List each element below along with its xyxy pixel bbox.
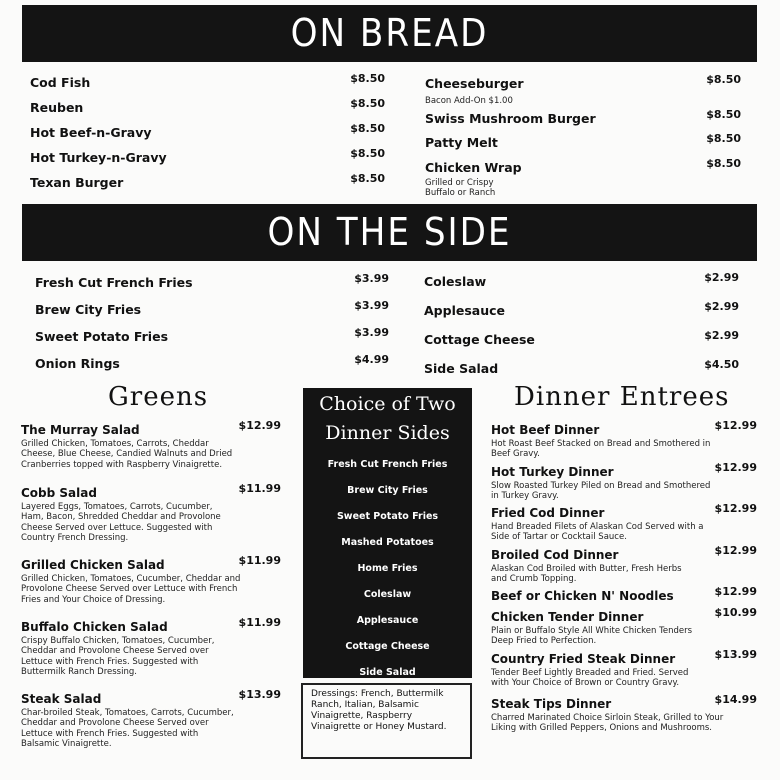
on-bread-left-list (30, 72, 385, 197)
dinner-sides-heading-line2: Dinner Sides (325, 422, 450, 444)
list-item: Side Salad (359, 667, 416, 678)
list-item: Mashed Potatoes (341, 537, 434, 548)
item-note: Bacon Add-On $1.00 (425, 96, 513, 106)
list-item: Brew City Fries (347, 485, 428, 496)
item-description: Grilled Chicken, Tomatoes, Cucumber, Cheddar and Provolone Cheese Served over Lettuce with French Fries and Your Choice of Dressing. (21, 574, 241, 605)
item-name: Brew City Fries (35, 302, 142, 317)
item-price: $12.99 (714, 461, 757, 474)
item-name: Onion Rings (35, 356, 120, 371)
item-name: Grilled Chicken Salad (21, 558, 165, 572)
list-item (491, 585, 757, 606)
item-price: $12.99 (238, 419, 281, 432)
item-price: $4.99 (354, 353, 389, 366)
item-price: $8.50 (706, 157, 741, 170)
dinner-sides-heading-line1: Choice of Two (319, 393, 456, 415)
list-item (425, 132, 741, 157)
list-item (21, 554, 281, 616)
item-name: Swiss Mushroom Burger (425, 111, 596, 126)
item-description: Hand Breaded Filets of Alaskan Cod Served with a Side of Tartar or Cocktail Sauce. (491, 522, 704, 543)
list-item (21, 616, 281, 688)
list-item (491, 419, 757, 461)
list-item (491, 544, 757, 585)
item-name: Hot Turkey Dinner (491, 465, 614, 479)
dinner-sides-heading (303, 390, 472, 448)
dinner-entrees-heading: Dinner Entrees (514, 382, 730, 412)
item-price: $2.99 (704, 300, 739, 313)
item-description: Alaskan Cod Broiled with Butter, Fresh Herbs and Crumb Topping. (491, 564, 682, 585)
on-the-side-right-list (424, 271, 739, 387)
list-item: Applesauce (356, 615, 419, 626)
item-price: $11.99 (238, 616, 281, 629)
item-price: $8.50 (350, 122, 385, 135)
list-item (35, 353, 389, 380)
item-name: Cheeseburger (425, 76, 524, 91)
list-item (491, 502, 757, 544)
item-name: Cobb Salad (21, 486, 97, 500)
item-description: Hot Roast Beef Stacked on Bread and Smothered in Beef Gravy. (491, 439, 711, 460)
list-item (491, 606, 757, 648)
list-item (30, 122, 385, 147)
list-item: Cottage Cheese (345, 641, 430, 652)
greens-list (21, 419, 281, 750)
item-description: Crispy Buffalo Chicken, Tomatoes, Cucumber, Cheddar and Provolone Cheese Served over Lettuce with French Fries. Suggested with Buttermilk Ranch Dressing. (21, 636, 215, 678)
item-price: $8.50 (350, 172, 385, 185)
item-name: Patty Melt (425, 135, 498, 150)
item-description: Char-broiled Steak, Tomatoes, Carrots, Cucumber, Cheddar and Provolone Cheese Served over Lettuce with French Fries. Suggested with Balsamic Vinaigrette. (21, 708, 234, 750)
on-bread-right-list (425, 73, 741, 198)
item-name: Broiled Cod Dinner (491, 548, 619, 562)
list-item (491, 648, 757, 693)
item-name: Fried Cod Dinner (491, 506, 605, 520)
item-price: $12.99 (714, 502, 757, 515)
item-name: Chicken Tender Dinner (491, 610, 644, 624)
list-item (21, 688, 281, 750)
item-price: $8.50 (706, 108, 741, 121)
item-price: $4.50 (704, 358, 739, 371)
list-item (30, 97, 385, 122)
on-the-side-left-list (35, 272, 389, 380)
item-price: $13.99 (714, 648, 757, 661)
dinner-sides-list (303, 452, 472, 686)
dinner-sides-box (303, 388, 472, 678)
on-bread-banner: ON BREAD (22, 5, 757, 62)
dinner-entrees-list (491, 419, 757, 734)
item-name: Steak Tips Dinner (491, 697, 612, 711)
list-item (491, 693, 757, 734)
item-name: Applesauce (424, 303, 505, 318)
list-item (35, 299, 389, 326)
list-item: Home Fries (357, 563, 418, 574)
item-name: Steak Salad (21, 692, 102, 706)
list-item (425, 157, 741, 198)
item-price: $13.99 (238, 688, 281, 701)
item-price: $8.50 (706, 73, 741, 86)
on-the-side-banner: ON THE SIDE (22, 204, 757, 261)
item-note: Grilled or Crispy Buffalo or Ranch (425, 178, 496, 198)
item-price: $3.99 (354, 299, 389, 312)
list-item: Coleslaw (363, 589, 412, 600)
list-item (491, 461, 757, 502)
list-item (424, 329, 739, 358)
item-description: Tender Beef Lightly Breaded and Fried. Served with Your Choice of Brown or Country Gravy. (491, 668, 689, 689)
item-description: Layered Eggs, Tomatoes, Carrots, Cucumber, Ham, Bacon, Shredded Cheddar and Provolone Cheese Served over Lettuce. Suggested with Country French Dressing. (21, 502, 221, 544)
item-name: Coleslaw (424, 274, 487, 289)
item-name: Country Fried Steak Dinner (491, 652, 676, 666)
item-description: Slow Roasted Turkey Piled on Bread and Smothered in Turkey Gravy. (491, 481, 711, 502)
item-price: $12.99 (714, 419, 757, 432)
item-name: Cottage Cheese (424, 332, 535, 347)
item-name: Fresh Cut French Fries (35, 275, 193, 290)
item-name: Cod Fish (30, 75, 91, 90)
item-name: Hot Turkey-n-Gravy (30, 150, 167, 165)
item-price: $12.99 (714, 544, 757, 557)
item-name: Hot Beef-n-Gravy (30, 125, 152, 140)
item-price: $3.99 (354, 326, 389, 339)
list-item (30, 172, 385, 197)
item-price: $8.50 (350, 147, 385, 160)
item-price: $2.99 (704, 271, 739, 284)
dressings-note: Dressings: French, Buttermilk Ranch, Italian, Balsamic Vinaigrette, Raspberry Vinaigrette or Honey Mustard. (301, 683, 472, 759)
item-name: Side Salad (424, 361, 499, 376)
item-name: Chicken Wrap (425, 160, 522, 175)
item-name: Beef or Chicken N' Noodles (491, 589, 674, 603)
list-item: Fresh Cut French Fries (327, 459, 448, 470)
item-description: Charred Marinated Choice Sirloin Steak, Grilled to Your Liking with Grilled Peppers, Onions and Mushrooms. (491, 713, 724, 734)
list-item (21, 419, 281, 482)
greens-heading: Greens (108, 382, 209, 412)
item-price: $11.99 (238, 482, 281, 495)
list-item (425, 108, 741, 132)
item-description: Plain or Buffalo Style All White Chicken Tenders Deep Fried to Perfection. (491, 626, 693, 647)
item-price: $8.50 (350, 72, 385, 85)
item-price: $12.99 (714, 585, 757, 598)
item-name: The Murray Salad (21, 423, 140, 437)
item-price: $10.99 (714, 606, 757, 619)
list-item (35, 272, 389, 299)
list-item (21, 482, 281, 554)
item-name: Sweet Potato Fries (35, 329, 169, 344)
item-price: $2.99 (704, 329, 739, 342)
list-item (424, 300, 739, 329)
list-item (424, 271, 739, 300)
item-price: $14.99 (714, 693, 757, 706)
item-price: $3.99 (354, 272, 389, 285)
list-item (425, 73, 741, 108)
item-name: Texan Burger (30, 175, 124, 190)
list-item (30, 147, 385, 172)
item-description: Grilled Chicken, Tomatoes, Carrots, Cheddar Cheese, Blue Cheese, Candied Walnuts and Dried Cranberries topped with Raspberry Vinaigrette. (21, 439, 233, 470)
item-name: Hot Beef Dinner (491, 423, 600, 437)
item-price: $11.99 (238, 554, 281, 567)
item-price: $8.50 (350, 97, 385, 110)
list-item: Sweet Potato Fries (336, 511, 439, 522)
item-name: Buffalo Chicken Salad (21, 620, 168, 634)
item-price: $8.50 (706, 132, 741, 145)
list-item (35, 326, 389, 353)
item-name: Reuben (30, 100, 84, 115)
list-item (30, 72, 385, 97)
